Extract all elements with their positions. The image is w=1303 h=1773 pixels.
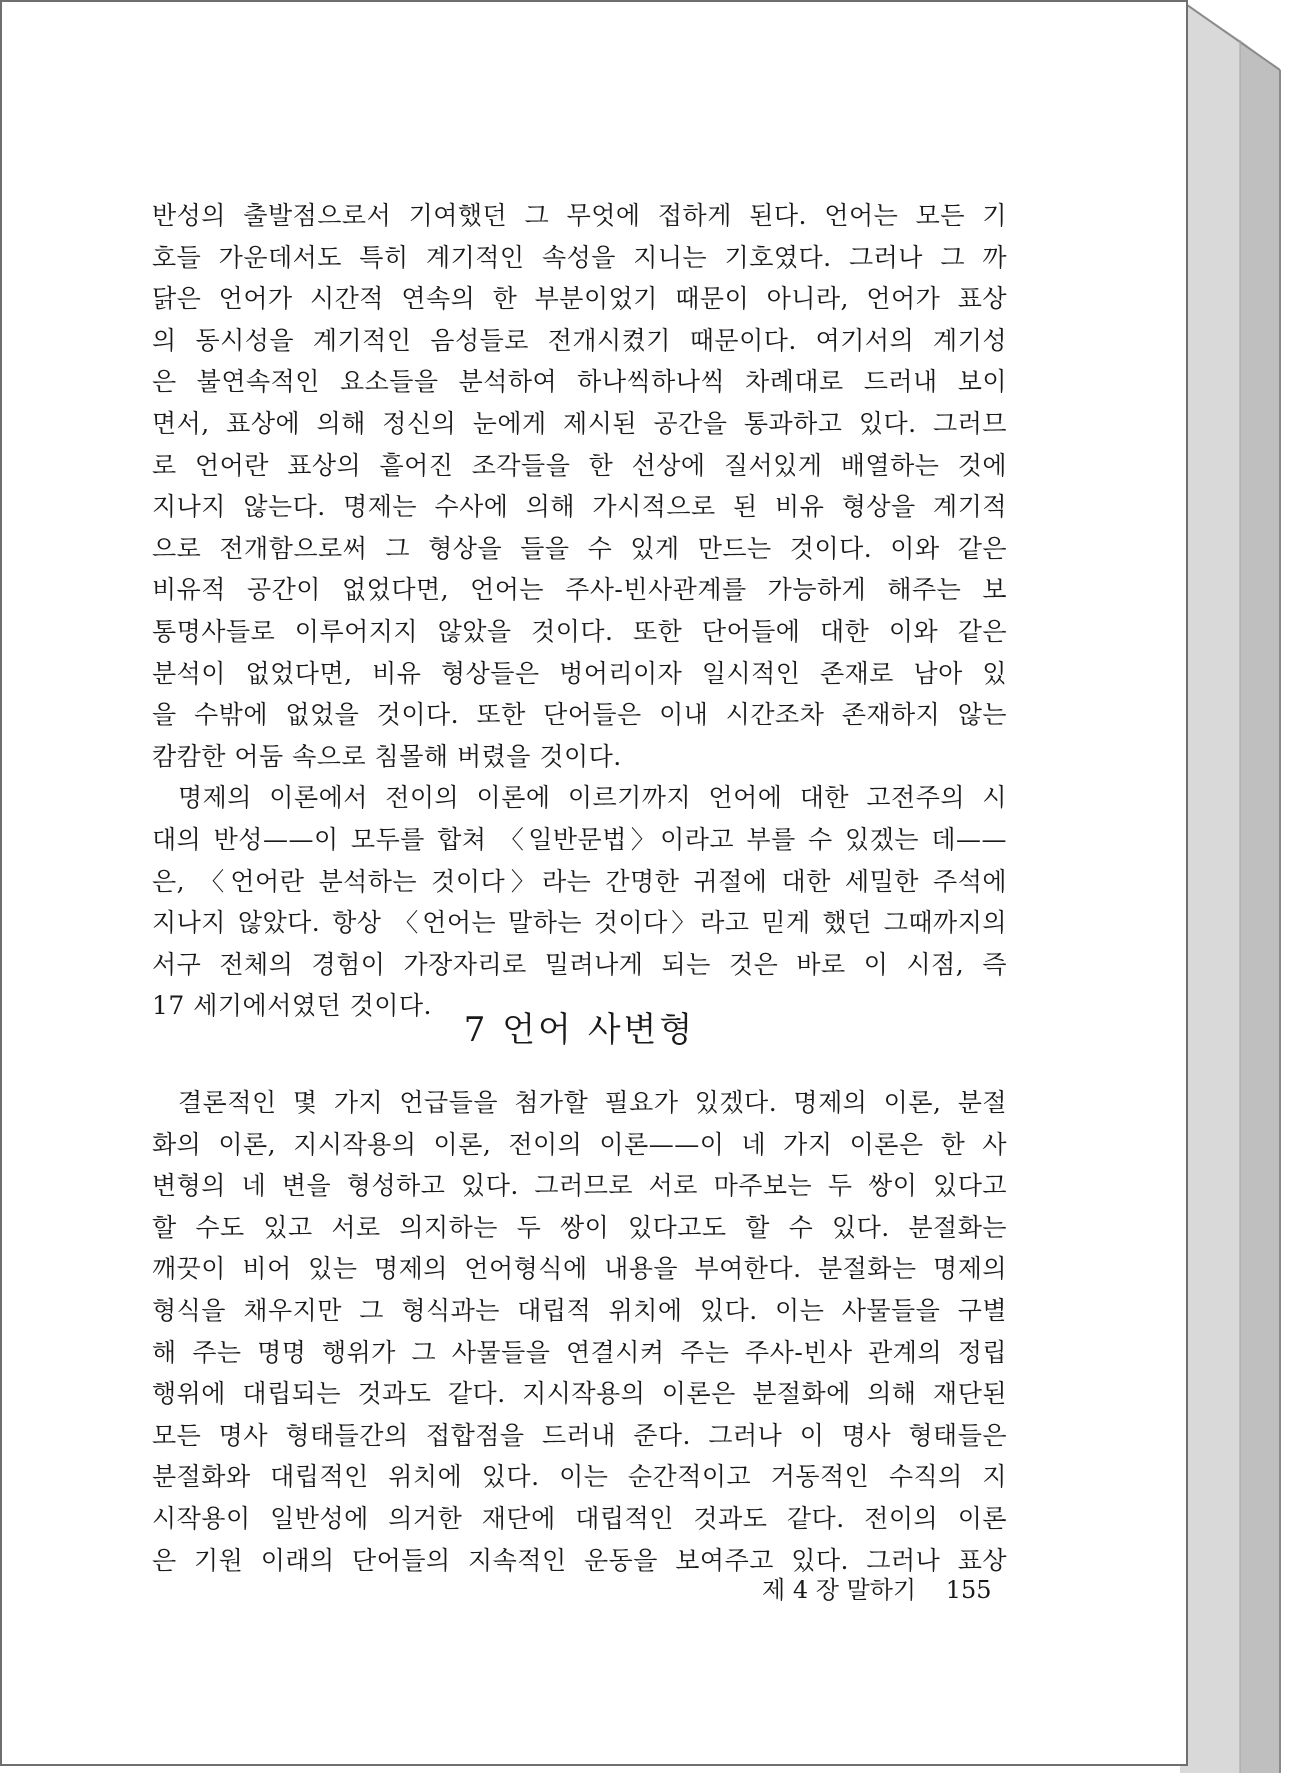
text-line: 모든 명사 형태들간의 접합점을 드러내 준다. 그러나 이 명사 형태들은 <box>152 1420 1007 1450</box>
text-line: 은 기원 이래의 단어들의 지속적인 운동을 보여주고 있다. 그러나 표상 <box>152 1545 1007 1575</box>
text-line: 으로 전개함으로써 그 형상을 들을 수 있게 만드는 것이다. 이와 같은 <box>152 533 1007 563</box>
text-line: 통명사들로 이루어지지 않았을 것이다. 또한 단어들에 대한 이와 같은 <box>152 616 1007 646</box>
text-line: 화의 이론, 지시작용의 이론, 전이의 이론——이 네 가지 이론은 한 사 <box>152 1129 1007 1159</box>
text-line: 지나지 않는다. 명제는 수사에 의해 가시적으로 된 비유 형상을 계기적 <box>152 492 1007 522</box>
section-heading: 7 언어 사변형 <box>463 1010 696 1050</box>
text-line: 을 수밖에 없었을 것이다. 또한 단어들은 이내 시간조차 존재하지 않는 <box>152 700 1007 730</box>
text-line: 은, 〈언어란 분석하는 것이다〉라는 간명한 귀절에 대한 세밀한 주석에 <box>152 866 1007 896</box>
text-line: 형식을 채우지만 그 형식과는 대립적 위치에 있다. 이는 사물들을 구별 <box>152 1295 1007 1325</box>
text-line: 반성의 출발점으로서 기여했던 그 무엇에 접하게 된다. 언어는 모든 기 <box>152 201 1007 230</box>
text-line: 서구 전체의 경험이 가장자리로 밀려나게 되는 것은 바로 이 시점, 즉 <box>152 949 1007 979</box>
text-line: 시작용이 일반성에 의거한 재단에 대립적인 것과도 같다. 전이의 이론 <box>152 1503 1007 1533</box>
paragraph-3 <box>152 1082 1007 1581</box>
running-footer-chapter: 제 4 장 말하기 <box>762 1576 917 1604</box>
text-line: 변형의 네 변을 형성하고 있다. 그러므로 서로 마주보는 두 쌍이 있다고 <box>152 1171 1007 1201</box>
text-line: 해 주는 명명 행위가 그 사물들을 연결시켜 주는 주사-빈사 관계의 정립 <box>152 1337 1007 1367</box>
text-line: 면서, 표상에 의해 정신의 눈에게 제시된 공간을 통과하고 있다. 그러므 <box>152 408 1007 438</box>
body-text-bottom <box>152 1082 1007 1581</box>
page-footer <box>762 1570 992 1605</box>
text-line: 의 동시성을 계기적인 음성들로 전개시켰기 때문이다. 여기서의 계기성 <box>152 325 1007 355</box>
text-line: 분절화와 대립적인 위치에 있다. 이는 순간적이고 거동적인 수직의 지 <box>152 1462 1007 1492</box>
text-line: 은 불연속적인 요소들을 분석하여 하나씩하나씩 차례대로 드러내 보이 <box>152 367 1007 397</box>
book-page-edges <box>1180 0 1290 1773</box>
text-line: 로 언어란 표상의 흩어진 조각들을 한 선상에 질서있게 배열하는 것에 <box>152 450 1007 480</box>
text-line: 깨끗이 비어 있는 명제의 언어형식에 내용을 부여한다. 분절화는 명제의 <box>152 1254 1007 1284</box>
text-line: 지나지 않았다. 항상 〈언어는 말하는 것이다〉라고 믿게 했던 그때까지의 <box>152 908 1007 938</box>
text-line: 명제의 이론에서 전이의 이론에 이르기까지 언어에 대한 고전주의 시 <box>178 783 1007 813</box>
text-line: 대의 반성——이 모두를 합쳐 〈일반문법〉이라고 부를 수 있겠는 데—— <box>152 824 1007 854</box>
text-line: 캄캄한 어둠 속으로 침몰해 버렸을 것이다. <box>152 741 622 771</box>
text-line: 17 세기에서였던 것이다. <box>152 991 433 1021</box>
text-line: 할 수도 있고 서로 의지하는 두 쌍이 있다고도 할 수 있다. 분절화는 <box>152 1212 1007 1242</box>
page-number: 155 <box>945 1576 992 1604</box>
text-line: 결론적인 몇 가지 언급들을 첨가할 필요가 있겠다. 명제의 이론, 분절 <box>178 1088 1007 1117</box>
text-line: 호들 가운데서도 특히 계기적인 속성을 지니는 기호였다. 그러나 그 까 <box>152 242 1007 272</box>
text-line: 비유적 공간이 없었다면, 언어는 주사-빈사관계를 가능하게 해주는 보 <box>152 575 1007 605</box>
text-line: 분석이 없었다면, 비유 형상들은 벙어리이자 일시적인 존재로 남아 있 <box>152 658 1007 688</box>
text-line: 행위에 대립되는 것과도 같다. 지시작용의 이론은 분절화에 의해 재단된 <box>152 1379 1007 1409</box>
paragraph-2 <box>152 777 1007 1027</box>
text-line: 닭은 언어가 시간적 연속의 한 부분이었기 때문이 아니라, 언어가 표상 <box>152 284 1007 314</box>
body-text-top <box>152 195 1007 1027</box>
paragraph-1 <box>152 195 1007 777</box>
